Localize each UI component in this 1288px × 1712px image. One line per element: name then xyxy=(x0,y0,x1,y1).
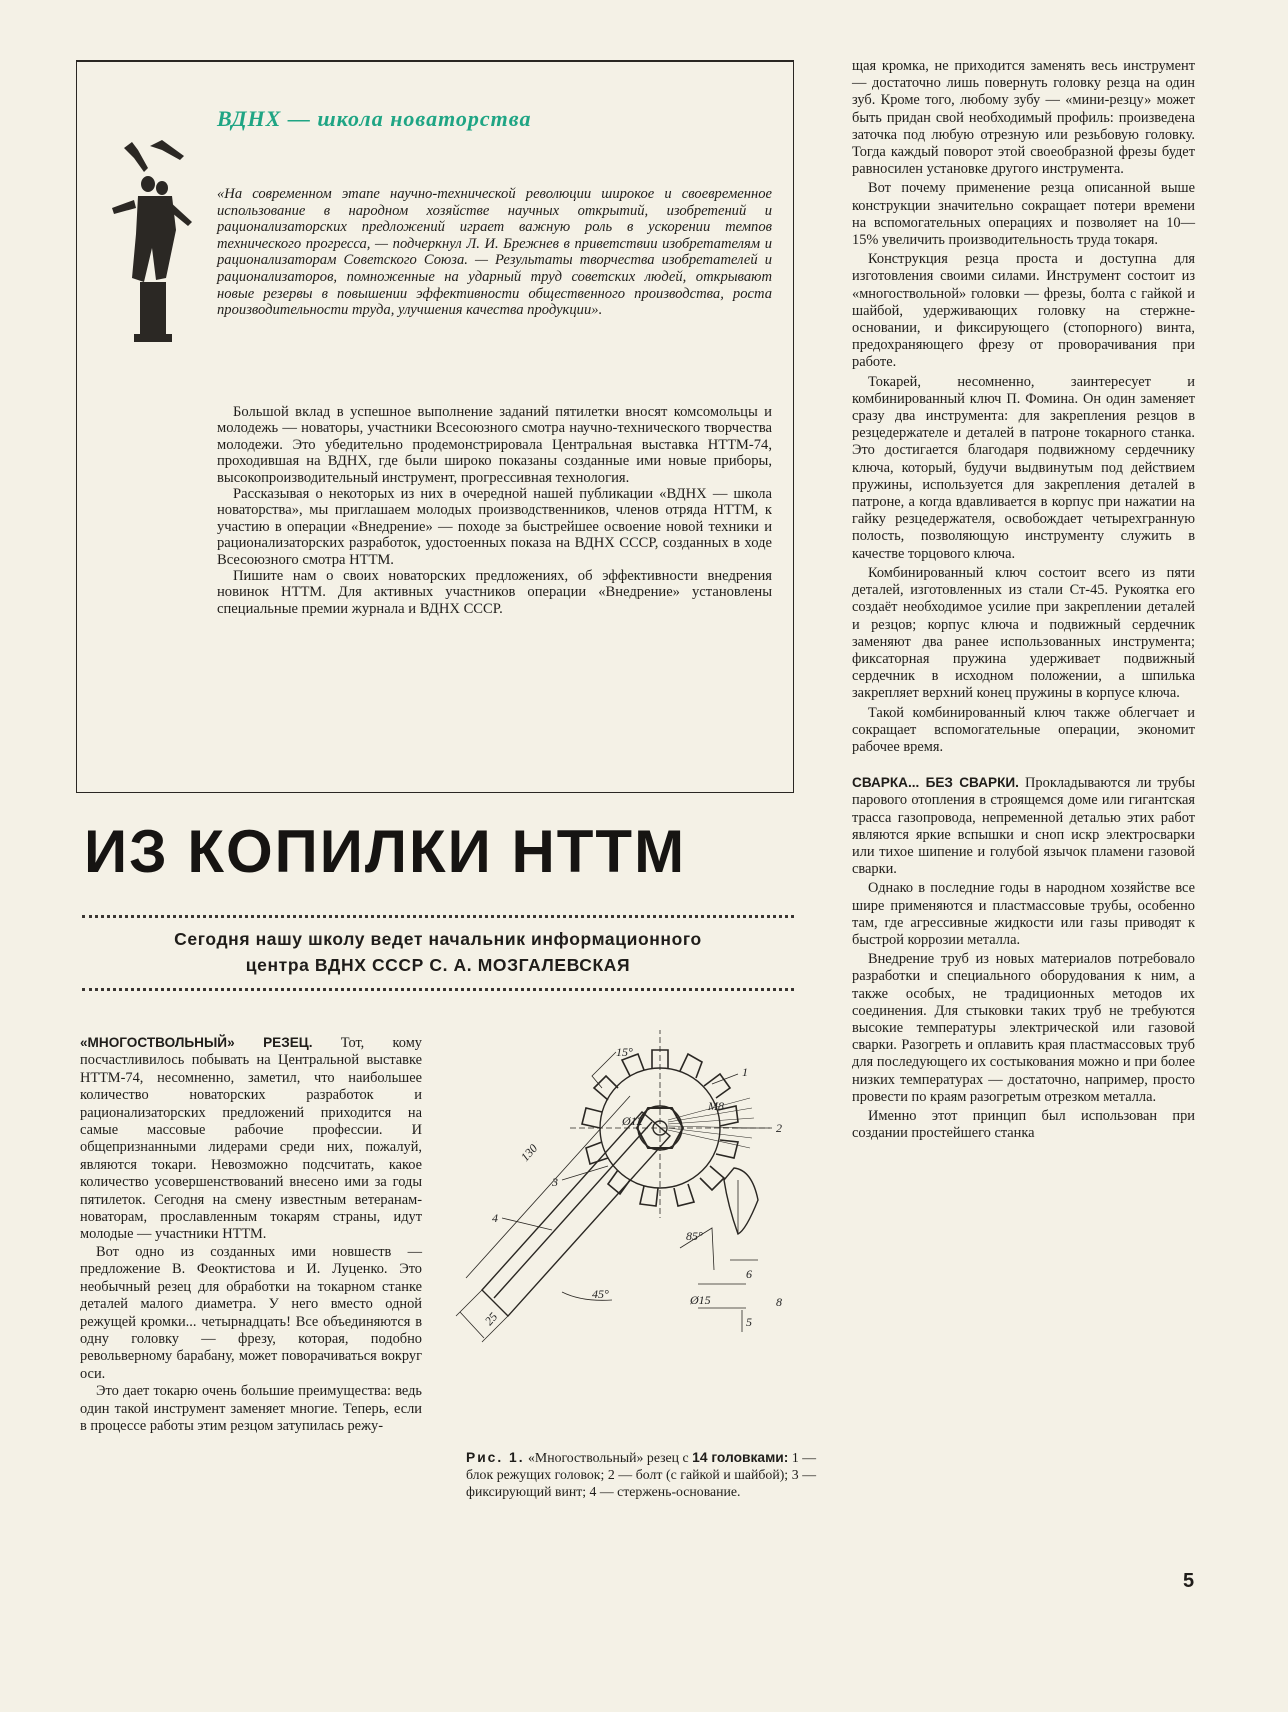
welding-heading: СВАРКА... БЕЗ СВАРКИ. xyxy=(852,775,1019,791)
figure-caption xyxy=(466,1450,816,1500)
dim-5-label: 5 xyxy=(746,1315,752,1329)
right-paragraph: щая кромка, не приходится заменять весь инструмент — достаточно лишь повернуть головку резца на один зуб. Кроме того, любому зубу — «мини-резцу» может быть придан свой необходимый профиль: произведена заточка под любую отрезную или резьбовую головку. Тогда каждый поворот этой своеобразной фрезы будет равносилен установке другого инструмента. xyxy=(852,58,1195,178)
right-paragraph: Такой комбинированный ключ также облегчает и сокращает вспомогательные операции, экономит рабочее время. xyxy=(852,704,1195,755)
intro-paragraph: Рассказывая о некоторых из них в очередной нашей публикации «ВДНХ — школа новаторства», мы приглашаем молодых производственников, членов отряда НТТМ, к участию в операции «Внедрение» — походе за быстрейшее освоение новой техники и рационализаторских разработок, удостоенных показа на ВДНХ СССР, созданных в ходе Всесоюзного смотра НТТМ. xyxy=(217,486,772,568)
dotted-divider-bottom xyxy=(82,988,794,991)
cutter-technical-drawing xyxy=(442,1030,822,1370)
page-number: 5 xyxy=(1183,1570,1195,1592)
welding-text: Прокладываются ли трубы парового отопления в строящемся доме или гигантская трасса газопровода, непременной деталью этих работ являются яркие вспышки и сноп искр электросварки или тихое шипение и голубой язычок пламени газовой сварки. xyxy=(852,775,1195,878)
cutter-paragraph xyxy=(80,1034,422,1244)
right-paragraph: Комбинированный ключ состоит всего из пяти деталей, изготовленных из стали Ст-45. Рукоятка его создаёт необходимое усилие при закреплении деталей и резцов; корпус ключа и подвижный сердечник заменяют два ранее использованных инструмента; фиксаторная пружина удерживает подвижный сердечник в исходном положении, а шпилька закрепляет верхний конец пружины в корпусе ключа. xyxy=(852,564,1195,702)
part-3-label: 3 xyxy=(552,1175,558,1189)
d12-label: Ø12 xyxy=(622,1114,643,1128)
left-column xyxy=(80,1034,422,1435)
angle-45-label: 45° xyxy=(592,1287,609,1301)
right-paragraph: Вот почему применение резца описанной выше конструкции значительно сокращает потери времени на вспомогательных операциях и позволяет на 10—15% увеличить производительность труда токаря. xyxy=(852,180,1195,249)
part-2-label: 2 xyxy=(776,1121,782,1135)
cutter-heading: «МНОГОСТВОЛЬНЫЙ» РЕЗЕЦ. xyxy=(80,1035,313,1050)
angle-85-label: 85° xyxy=(686,1229,703,1243)
dim-6-label: 6 xyxy=(746,1267,752,1281)
right-column xyxy=(852,58,1195,1142)
box-title: ВДНХ — школа новаторства xyxy=(217,106,532,131)
dim-8-label: 8 xyxy=(776,1295,782,1309)
part-4-label: 4 xyxy=(492,1211,498,1225)
right-paragraph: Внедрение труб из новых материалов потребовало разработки и специального оборудования к ним, а также особых, не традиционных методов их соединения. Для стыковки таких труб не требуются высокие температуры электрической или газовой сварки. Разогреть и оплавить края пластмассовых труб для последующего их состыкования можно и при более низких температурах — достаточно, например, просто провести по краям разогретым отрезком металла. xyxy=(852,951,1195,1105)
caption-label: Рис. 1. xyxy=(466,1450,525,1465)
cutter-paragraph-3: Это дает токарю очень большие преимущества: ведь один такой инструмент заменяет многие. Теперь, если в процессе работы этим резцом затупилась режу- xyxy=(80,1383,422,1434)
fixing-screw xyxy=(724,1168,758,1234)
caption-parts: 1 — блок режущих головок; 2 — болт (с гайкой и шайбой); 3 — фиксирующий винт; 4 — стержень-основание. xyxy=(466,1450,817,1499)
length-130-label: 130 xyxy=(517,1141,541,1165)
dotted-divider-top xyxy=(82,915,794,918)
welding-paragraph xyxy=(852,774,1195,878)
caption-text: «Многоствольный» резец с xyxy=(524,1450,693,1465)
dim-25-label: 25 xyxy=(481,1309,501,1329)
caption-count: 14 головками: xyxy=(692,1450,789,1465)
cutter-text: Тот, кому посчастливилось побывать на Центральной выставке НТТМ-74, несомненно, заметил, что наибольшее количество новаторских разработок и рационализаторских предложений приходится на самые массовые рабочие профессии. И общепризнанными лидерами среди них, пожалуй, являются токари. Невозможно подсчитать, какое количество усовершенствований внесено ими за годы пятилеток. Сегодня на смену известным ветеранам-новаторам, прославленным токарям страны, идут молодые — участники НТТМ. xyxy=(80,1035,422,1243)
byline-line-1: Сегодня нашу школу ведет начальник информационного xyxy=(174,929,702,949)
box-intro-text xyxy=(217,404,772,617)
right-paragraph: Токарей, несомненно, заинтересует и комбинированный ключ П. Фомина. Он один заменяет сразу два инструмента: для закрепления резцов в резцедержателе и деталей в патроне токарного станка. Это достигается благодаря подвижному сердечнику ключа, который, будучи выдвинутым под действием пружины, используется для закрепления деталей в патроне, а когда вдавливается в корпус при нажатии на гайку резцедержателя, освобождает четырехгранную полость, позволяющую инструменту служить в качестве торцового ключа. xyxy=(852,373,1195,562)
right-paragraph: Конструкция резца проста и доступна для изготовления своими силами. Инструмент состоит из «многоствольной» головки — фрезы, болта с гайкой и шайбой, удерживающих головку на стержне-основании, и фиксирующего (стопорного) винта, предохраняющего фрезу от проворачивания при работе. xyxy=(852,251,1195,371)
intro-paragraph: Большой вклад в успешное выполнение заданий пятилетки вносят комсомольцы и молодежь — новаторы, участники Всесоюзного смотра научно-технического творчества молодежи. Это убедительно продемонстрировала Центральная выставка НТТМ-74, проходившая на ВДНХ, где были широко показаны созданные ими новые приборы, высокопроизводительный инструмент, прогрессивная технология. xyxy=(217,404,772,486)
worker-and-kolkhoz-woman-statue-icon xyxy=(104,138,200,348)
byline xyxy=(82,926,794,978)
cutting-head xyxy=(570,1030,770,1218)
right-paragraph: Именно этот принцип был использован при создании простейшего станка xyxy=(852,1107,1195,1142)
section-title: ИЗ КОПИЛКИ НТТМ xyxy=(84,818,687,885)
shank-base xyxy=(482,1112,670,1316)
m8-label: М8 xyxy=(708,1099,724,1113)
cutter-paragraph-2: Вот одно из созданных ими новшеств — предложение В. Феоктистова и И. Луценко. Это необычный резец для обработки на токарном станке деталей малого диаметра. У него вместо одной режущей кромки... четырнадцать! Все объединяются в одну головку — фрезу, которая, подобно револьверному барабану, может поворачиваться вокруг оси. xyxy=(80,1243,422,1382)
part-1-label: 1 xyxy=(742,1065,748,1079)
brezhnev-quote: «На современном этапе научно-технической революции широкое и своевременное использование в народном хозяйстве научных открытий, изобретений и рационализаторских предложений играет важную роль в ускорении темпов технического прогресса, — подчеркнул Л. И. Брежнев в приветствии изобретателям и рационализаторам Советского Союза. — Результаты творчества изобретателей и рационализаторов, помноженные на ударный труд советских людей, открывают новые резервы в повышении эффективности общественного производства, роста производительности труда, улучшения качества продукции». xyxy=(217,186,772,319)
byline-line-2: центра ВДНХ СССР С. А. МОЗГАЛЕВСКАЯ xyxy=(245,955,631,975)
right-paragraph: Однако в последние годы в народном хозяйстве все шире применяются и пластмассовые трубы, особенно там, где агрессивные жидкости или газы приводят к быстрой коррозии металла. xyxy=(852,880,1195,948)
d15-label: Ø15 xyxy=(690,1293,711,1307)
intro-paragraph: Пишите нам о своих новаторских предложениях, об эффективности внедрения новинок НТТМ. Для активных участников операции «Внедрение» установлены специальные премии журнала и ВДНХ СССР. xyxy=(217,568,772,617)
angle-15-label: 15° xyxy=(616,1045,633,1059)
